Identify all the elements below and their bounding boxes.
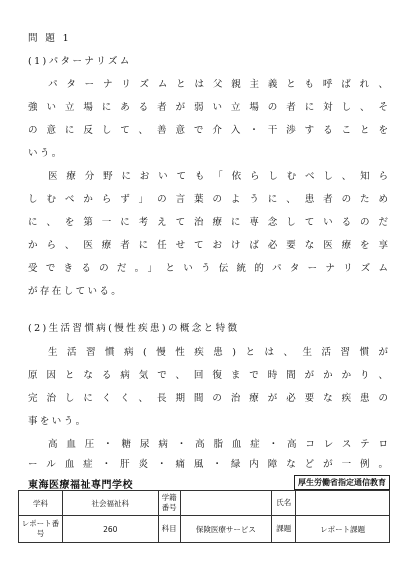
body-line: パターナリズムとは父親主義とも呼ばれ、 [48, 79, 388, 90]
body-line: 高血圧・糖尿病・高脂血症・高コレステロ [48, 439, 388, 450]
body-line: 完治しにくく、長期間の治療が必要な疾患の [28, 393, 388, 404]
body-line: から、医療者に任せておけば必要な医療を享 [28, 240, 388, 251]
body-line: に、を第一に考えて治療に専念しているのだ [28, 217, 388, 228]
name-label: 氏名 [272, 491, 296, 516]
section-heading-1: (1)パターナリズム [28, 56, 132, 67]
subject-value: 社会福祉科 [62, 491, 158, 516]
body-line: 医療分野においても「依らしむべし、知ら [48, 171, 388, 182]
school-name: 東海医療福祉専門学校 [28, 480, 133, 491]
topic-label: 課題 [272, 516, 296, 543]
subject-label: 学科 [19, 491, 63, 516]
body-line: 生活習慣病(慢性疾患)とは、生活習慣が [48, 347, 388, 358]
report-number-label: レポート番号 [19, 516, 63, 543]
course-label: 科目 [158, 516, 180, 543]
name-field[interactable] [296, 491, 390, 516]
body-line: 受できるのだ。」という伝統的パターナリズム [28, 263, 388, 274]
student-number-field[interactable] [180, 491, 272, 516]
accreditation-badge: 厚生労働省指定通信教育 [294, 475, 390, 490]
course-value: 保険医療サービス [180, 516, 272, 543]
section-heading-2: (2)生活習慣病(慢性疾患)の概念と特徴 [28, 323, 240, 334]
body-line: 強い立場にある者が弱い立場の者に対し、そ [28, 102, 388, 113]
student-number-label: 学籍番号 [158, 491, 180, 516]
body-line: ール血症・肝炎・痛風・緑内障などが一例。 [28, 459, 388, 470]
report-number-value: 260 [62, 516, 158, 543]
body-line: が存在している。 [28, 286, 124, 297]
body-line: いう。 [28, 148, 64, 159]
report-form-table [18, 490, 390, 543]
body-line: の意に反して、善意で介入・干渉することを [28, 125, 388, 136]
topic-value: レポート課題 [296, 516, 390, 543]
body-line: しむべからず」の言葉のように、患者のため [28, 194, 388, 205]
question-heading: 問 題 1 [28, 33, 72, 44]
body-line: 事をいう。 [28, 416, 88, 427]
body-line: 原因となる病気で、回復まで時間がかかり、 [28, 370, 388, 381]
